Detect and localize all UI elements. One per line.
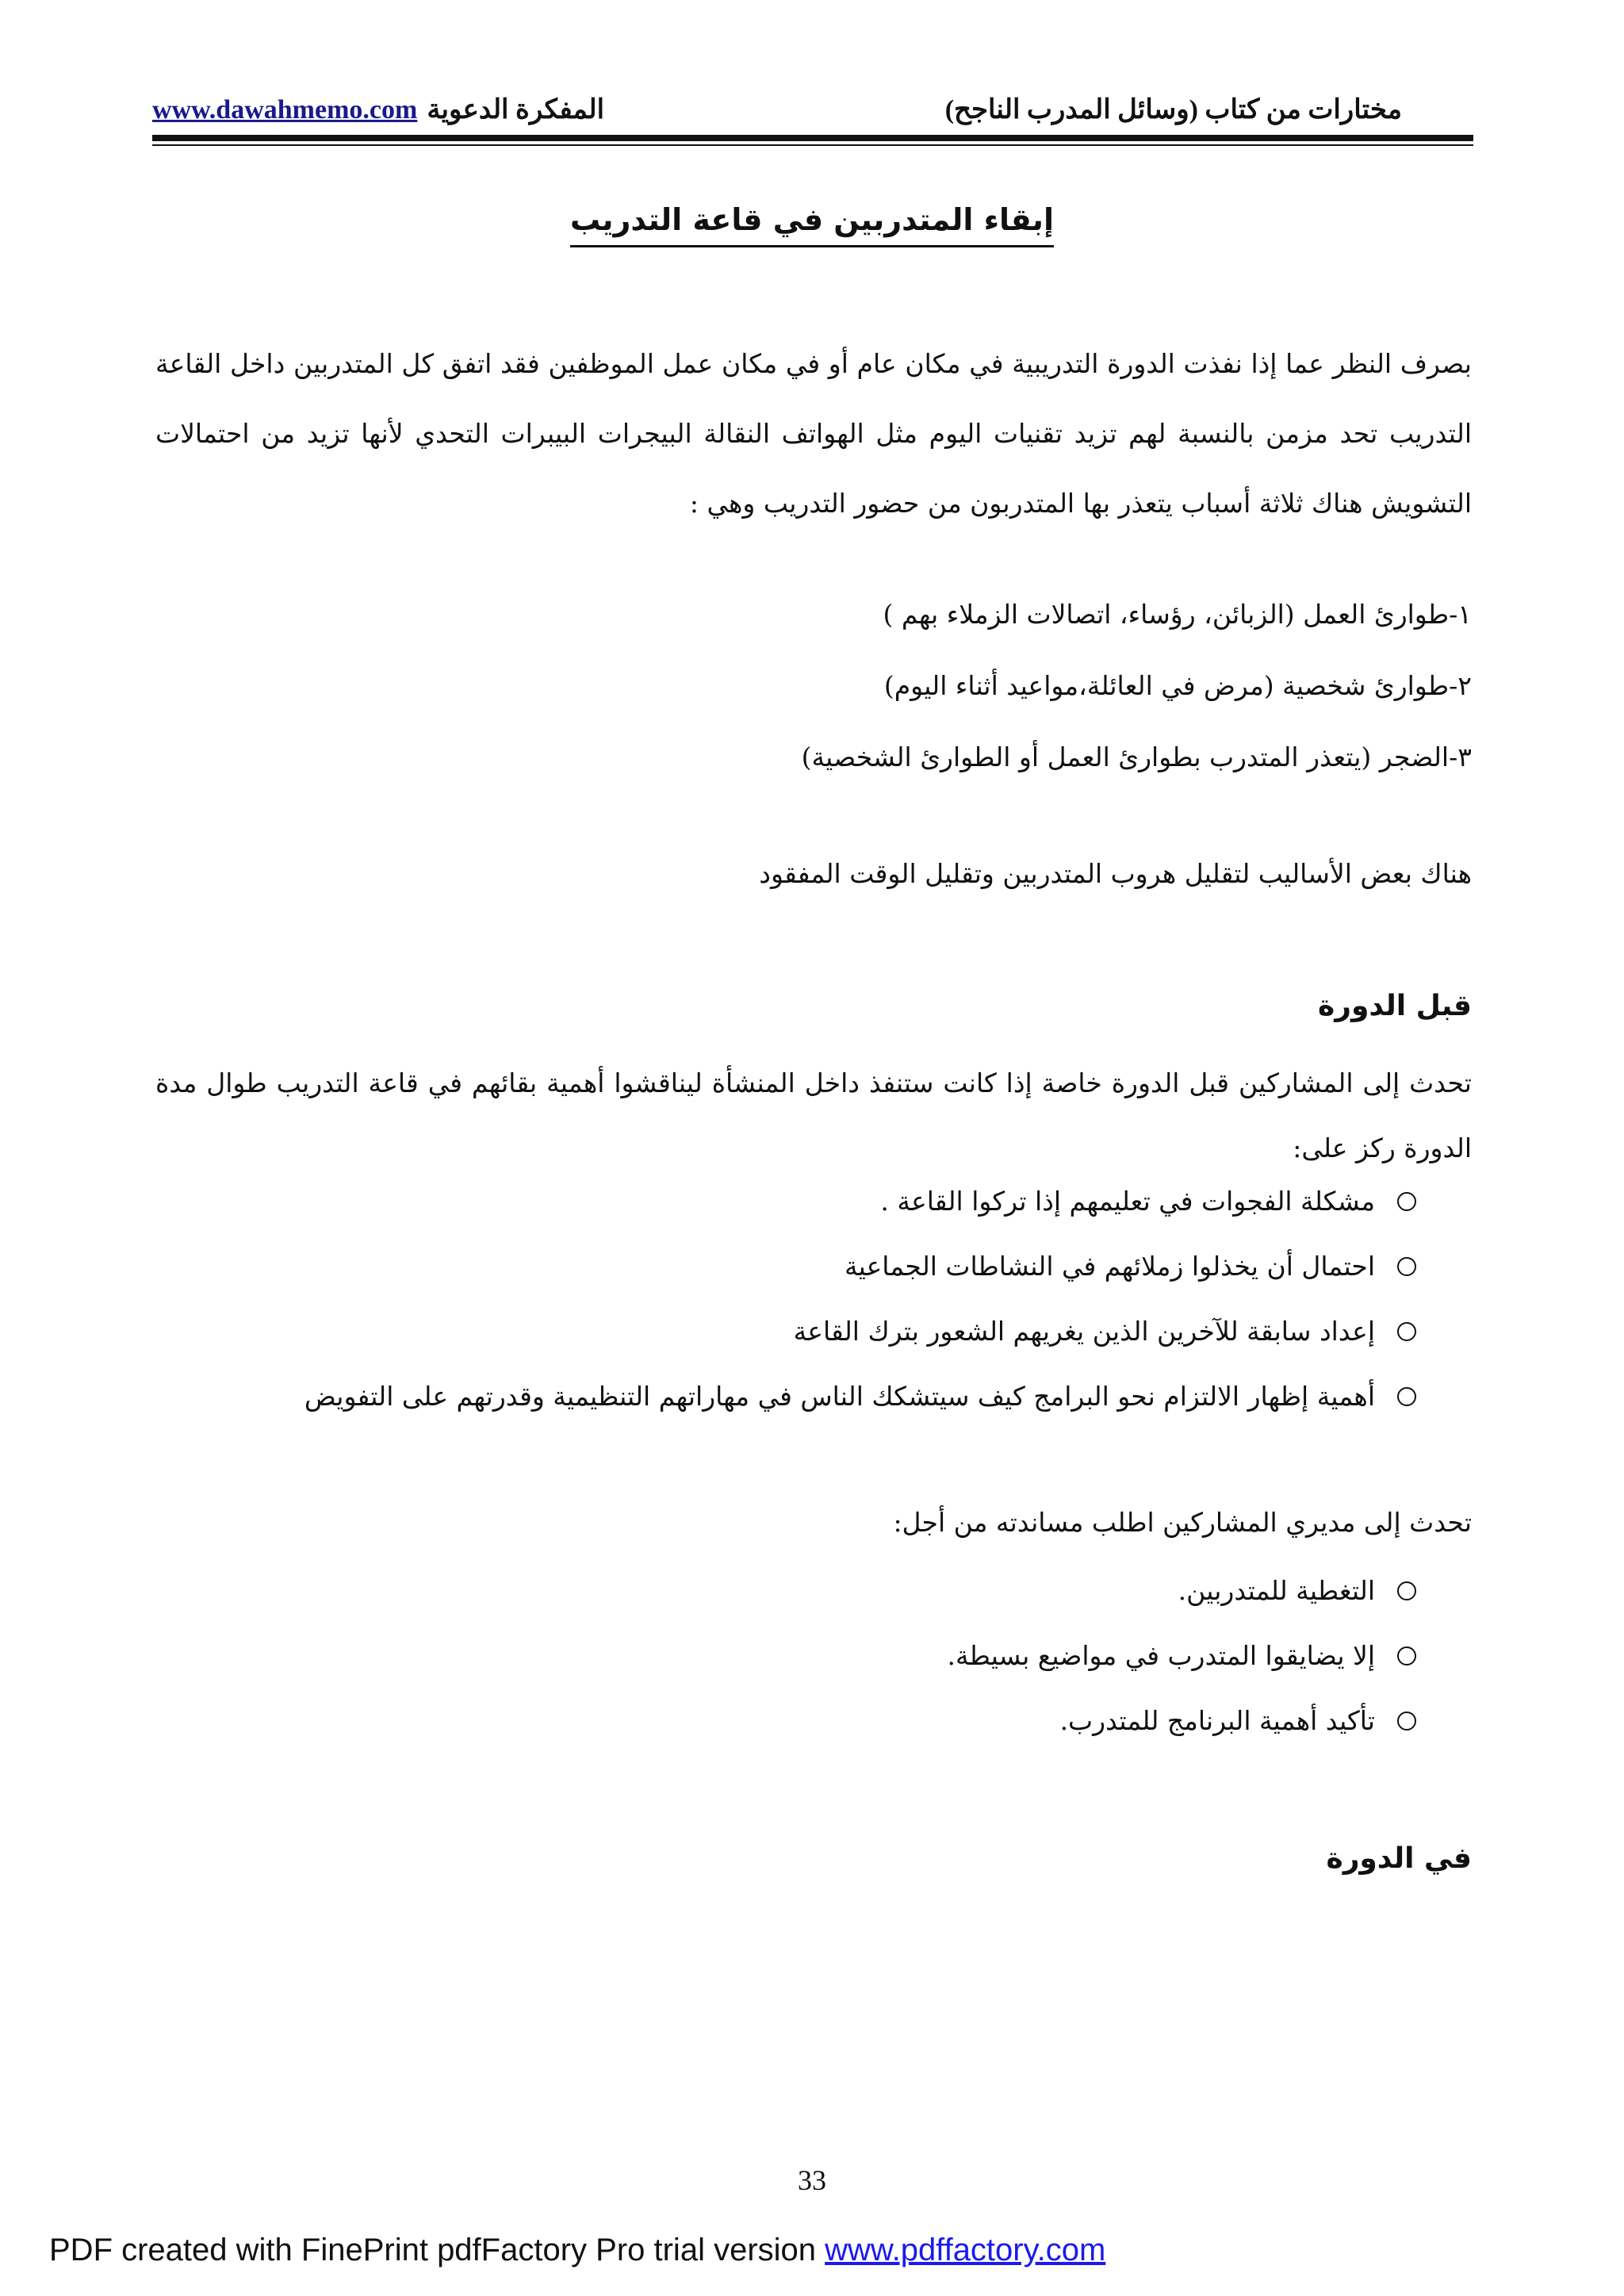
header-rule-thin — [152, 144, 1473, 146]
reason-item: ٣-الضجر (يتعذر المتدرب بطوارئ العمل أو الطوارئ الشخصية) — [801, 742, 1472, 772]
list-item-text: احتمال أن يخذلوا زملائهم في النشاطات الجماعية — [844, 1251, 1375, 1282]
list-item — [1060, 1705, 1416, 1736]
header-rule — [152, 135, 1473, 141]
page-title-wrap — [0, 202, 1624, 237]
list-item-text: إلا يضايقوا المتدرب في مواضيع بسيطة. — [947, 1640, 1375, 1671]
reason-item: ٢-طوارئ شخصية (مرض في العائلة،مواعيد أثناء اليوم) — [883, 670, 1472, 701]
bullet-circle-icon — [1397, 1387, 1416, 1406]
bullet-circle-icon — [1397, 1257, 1416, 1276]
site-name: المفكرة الدعوية — [427, 95, 605, 125]
bullet-circle-icon — [1397, 1581, 1416, 1600]
list-item-text: تأكيد أهمية البرنامج للمتدرب. — [1059, 1705, 1375, 1736]
methods-sentence: هناك بعض الأساليب لتقليل هروب المتدربين وتقليل الوقت المفقود — [759, 858, 1472, 889]
page-header — [152, 94, 1473, 133]
list-item-text: أهمية إظهار الالتزام نحو البرامج كيف سيتشكك الناس في مهاراتهم التنظيمية وقدرتهم على التفويض — [304, 1381, 1375, 1412]
list-item-text: إعداد سابقة للآخرين الذين يغريهم الشعور بترك القاعة — [793, 1316, 1375, 1347]
header-left — [152, 94, 604, 125]
reason-item: ١-طوارئ العمل (الزبائن، رؤساء، اتصالات الزملاء بهم ) — [883, 599, 1472, 630]
page-number: 33 — [798, 2164, 826, 2196]
before-paragraph: تحدث إلى المشاركين قبل الدورة خاصة إذا كانت ستنفذ داخل المنشأة ليناقشوا أهمية بقائهم في قاعة التدريب طوال مدة الدورة ركز على: — [155, 1068, 1472, 1163]
reasons-list — [155, 591, 1472, 805]
bullet-circle-icon — [1397, 1192, 1416, 1211]
page-title: إبقاء المتدربين في قاعة التدريب — [570, 202, 1054, 247]
footer-text: PDF created with FinePrint pdfFactory Pro trial version — [49, 2233, 825, 2267]
list-item — [304, 1381, 1416, 1412]
footer-link[interactable]: www.pdffactory.com — [825, 2233, 1106, 2267]
bullet-circle-icon — [1397, 1322, 1416, 1341]
pdf-footer — [49, 2233, 1105, 2268]
managers-intro: تحدث إلى مديري المشاركين اطلب مساندته من أجل: — [893, 1507, 1472, 1538]
list-item-text: التغطية للمتدربين. — [1178, 1575, 1375, 1606]
list-item — [880, 1186, 1416, 1217]
intro-paragraph: بصرف النظر عما إذا نفذت الدورة التدريبية في مكان عام أو في مكان عمل الموظفين فقد اتفق كل المتدربين داخل القاعة التدريب تحد مزمن بالنسبة لهم تزيد تقنيات اليوم مثل الهواتف النقالة البيجرات البيبرات التحدي لأنها تزيد من احتمالات التشويش هناك ثلاثة أسباب يتعذر بها المتدربون من حضور التدريب وهي : — [155, 348, 1472, 519]
list-item — [947, 1640, 1416, 1671]
section-heading-before: قبل الدورة — [1318, 990, 1472, 1022]
list-item — [794, 1316, 1416, 1347]
list-item-text: مشكلة الفجوات في تعليمهم إذا تركوا القاعة . — [880, 1186, 1375, 1217]
bullet-circle-icon — [1397, 1711, 1416, 1731]
site-link[interactable]: www.dawahmemo.com — [152, 95, 418, 125]
section-heading-during: في الدورة — [1326, 1842, 1472, 1875]
list-item — [1178, 1575, 1416, 1606]
bullet-circle-icon — [1397, 1646, 1416, 1665]
book-title: مختارات من كتاب (وسائل المدرب الناجح) — [944, 95, 1402, 125]
list-item — [845, 1251, 1416, 1282]
